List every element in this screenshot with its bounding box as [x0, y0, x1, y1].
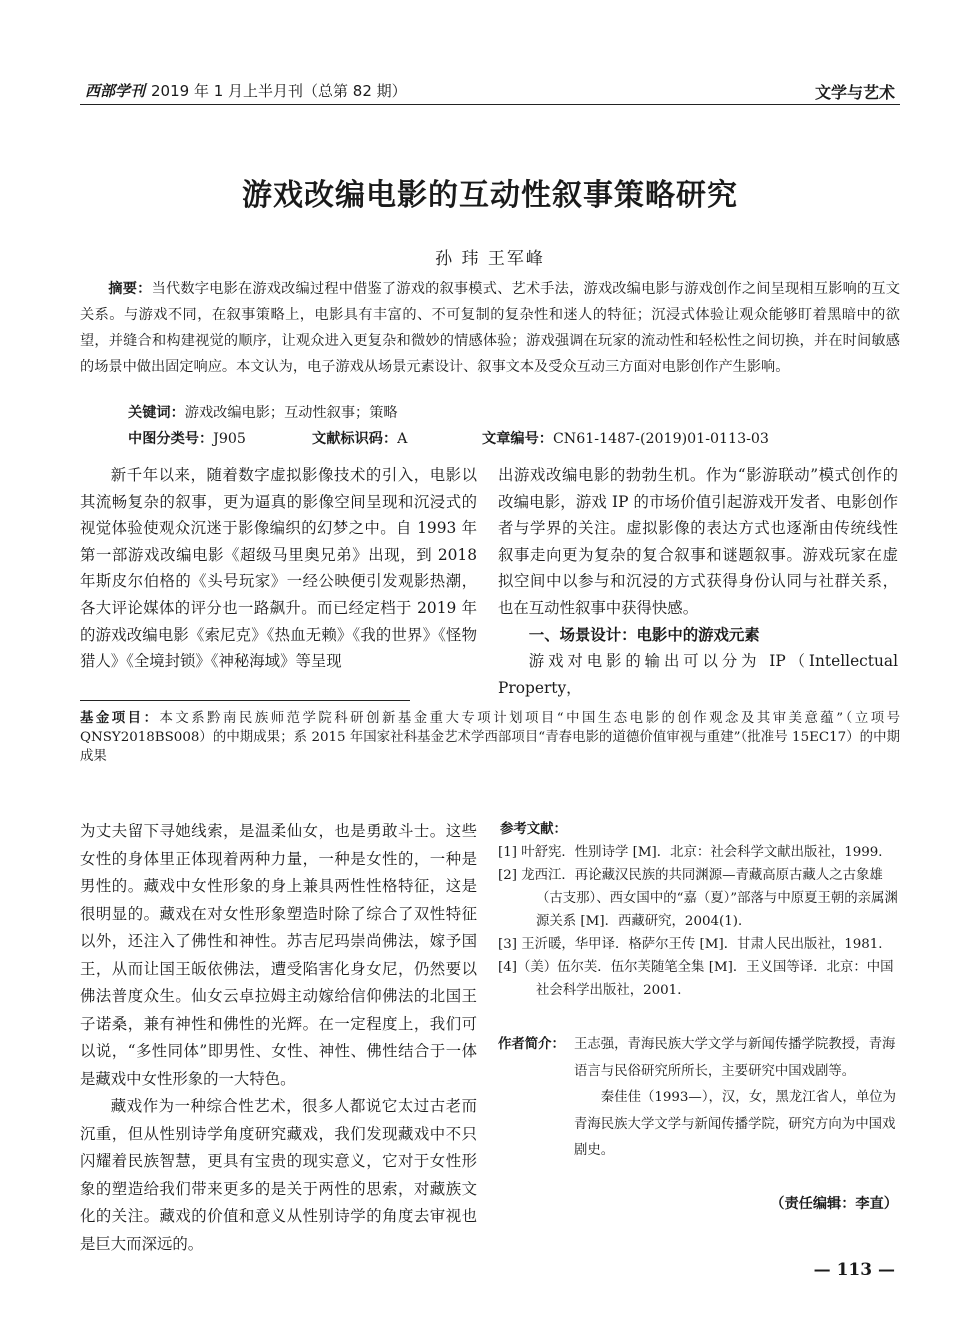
paragraph: 藏戏作为一种综合性艺术，很多人都说它太过古老而沉重，但从性别诗学角度研究藏戏，我们发现藏戏中不只闪耀着民族智慧，更具有宝贵的现实意义，它对于女性形象的塑造给我们带来更多的是关于两性的思索，对藏族文化的关注。藏戏的价值和意义从性别诗学的角度去审视也是巨大而深远的。 [80, 1097, 477, 1253]
header-rule [80, 104, 900, 105]
authors: 孙 玮 王军峰 [435, 249, 545, 269]
author-bio-first: 王志强，青海民族大学文学与新闻传播学院教授，青海语言与民俗研究所所长，主要研究中国戏剧等。 [574, 1037, 896, 1079]
article-number-label: 文章编号： [482, 431, 553, 447]
intro-paragraph: 新千年以来，随着数字虚拟影像技术的引入，电影以其流畅复杂的叙事，更为逼真的影像空间呈现和沉浸式的视觉体验使观众沉迷于影像编织的幻梦之中。自 1993 年第一部游戏改编电影《超级马里奥兄弟》出现，到 2018 年斯皮尔伯格的《头号玩家》一经公映便引发观影热潮，各大评论媒体的评分也一路飙升。而已经定档于 2019 年的游戏改编电影《索尼克》《热血无赖》《我的世界》《怪物猎人》《全境封锁》《神秘海域》等呈现 [80, 466, 477, 671]
intro-continuation: 出游戏改编电影的勃勃生机。作为“影游联动”模式创作的改编电影，游戏 IP 的市场价值引起游戏开发者、电影创作者与学界的关注。虚拟影像的表达方式也逐渐由传统线性叙事走向更为复杂的复合叙事和谜题叙事。游戏玩家在虚拟空间中以参与和沉浸的方式获得身份认同与社群关系，也在互动性叙事中获得快感。 [498, 466, 898, 617]
abstract [80, 276, 900, 380]
article-number-value: CN61-1487-(2019)01-0113-03 [552, 431, 769, 447]
reference-item: [1] 叶舒宪．性别诗学 [M]．北京：社会科学文献出版社，1999． [498, 845, 892, 860]
author-bio [498, 1032, 898, 1165]
author-bio-label: 作者简介： [498, 1037, 565, 1052]
section-first-line: 游戏对电影的输出可以分为 IP（Intellectual Property， [498, 652, 898, 697]
issue-info: 2019 年 1 月上半月刊（总第 82 期） [151, 82, 407, 100]
paragraph: 为丈夫留下寻她线索，是温柔仙女，也是勇敢斗士。这些女性的身体里正体现着两种力量，一种是女性的，一种是男性的。藏戏中女性形象的身上兼具两性性格特征，这是很明显的。藏戏在对女性形象塑造时除了综合了双性特征以外，还注入了佛性和神性。苏吉尼玛崇尚佛法，嫁予国王，从而让国王皈依佛法，遭受陷害化身女尼，仍然要以佛法普度众生。仙女云卓拉姆主动嫁给信仰佛法的北国王子诺桑，兼有神性和佛性的光辉。在一定程度上，我们可以说，“多性同体”即男性、女性、神性、佛性结合于一体是藏戏中女性形象的一大特色。 [80, 822, 477, 1088]
reference-item: [3] 王沂暖，华甲译．格萨尔王传 [M]．甘肃人民出版社，1981． [498, 937, 892, 952]
intro-right-column [498, 462, 898, 701]
abstract-label: 摘要： [108, 281, 152, 297]
section-heading: 一、场景设计：电影中的游戏元素 [528, 625, 760, 644]
abstract-text: 当代数字电影在游戏改编过程中借鉴了游戏的叙事模式、艺术手法，游戏改编电影与游戏创作之间呈现相互影响的互文关系。与游戏不同，在叙事策略上，电影具有丰富的、不可复制的复杂性和迷人的特征；沉浸式体验让观众能够盯着黑暗中的欲望，并缝合和构建视觉的顺序，让观众进入更复杂和微妙的情感体验；游戏强调在玩家的流动性和轻松性之间切换，并在时间敏感的场景中做出固定响应。本文认为，电子游戏从场景元素设计、叙事文本及受众互动三方面对电影创作产生影响。 [80, 281, 900, 375]
intro-left-column [80, 462, 477, 675]
doc-code [312, 428, 407, 448]
reference-item: [2] 龙西江．再论藏汉民族的共同渊源—青藏高原古藏人之古象雄（古支那）、西女国中的“嘉（夏）”部落与中原夏王朝的亲属渊源关系 [M]．西藏研究，2004(1)． [498, 868, 898, 929]
page-number: — 113 — [813, 1260, 895, 1280]
doc-code-value: A [397, 431, 408, 447]
lower-left-column [80, 818, 477, 1258]
footnote-rule [80, 700, 410, 701]
classification-value: J905 [213, 431, 246, 447]
doc-code-label: 文献标识码： [312, 431, 398, 447]
section-name: 文学与艺术 [814, 83, 895, 102]
journal-name: 西部学刊 [85, 82, 146, 100]
references-label: 参考文献： [500, 822, 567, 837]
keywords [128, 402, 398, 422]
running-header [85, 80, 407, 101]
classification-label: 中图分类号： [128, 431, 214, 447]
references [498, 818, 898, 1002]
classification [128, 428, 246, 448]
keywords-label: 关键词： [128, 405, 185, 421]
funding-text: 本文系黔南民族师范学院科研创新基金重大专项计划项目“中国生态电影的创作观念及其审美意蕴”（立项号 QNSY2018BS008）的中期成果；系 2015 年国家社科基金艺术学西部项目“青春电影的道德价值审视与重建”（批准号 15EC17）的中期成果 [80, 711, 900, 764]
funding-note [80, 709, 900, 766]
author-bio-second: 秦佳佳（1993—），汉，女，黑龙江省人，单位为青海民族大学文学与新闻传播学院，研究方向为中国戏剧史。 [574, 1090, 896, 1158]
responsible-editor: （责任编辑：李直） [770, 1196, 898, 1212]
funding-label: 基金项目： [80, 711, 160, 726]
article-title: 游戏改编电影的互动性叙事策略研究 [242, 178, 738, 213]
reference-item: [4]（美）伍尔芙．伍尔芙随笔全集 [M]．王义国等译．北京：中国社会科学出版社，2001． [498, 960, 894, 998]
keywords-text: 游戏改编电影；互动性叙事；策略 [184, 405, 398, 421]
article-number [482, 428, 769, 448]
